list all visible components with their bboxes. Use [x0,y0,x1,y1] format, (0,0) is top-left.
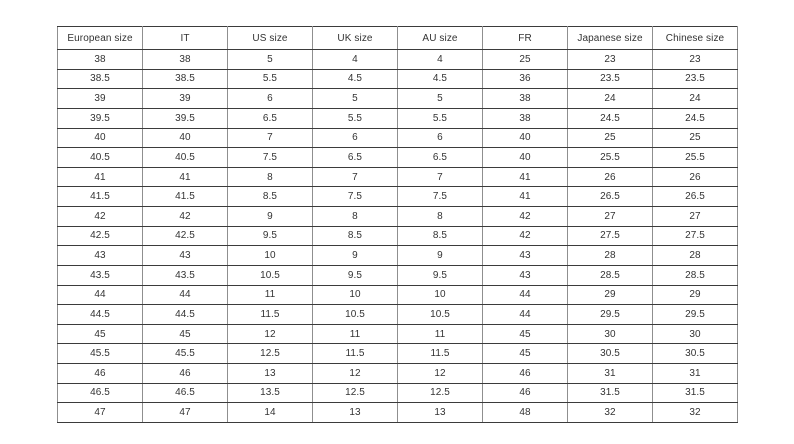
table-cell: 7 [228,128,313,148]
table-cell: 25.5 [653,148,738,168]
table-cell: 40 [143,128,228,148]
table-cell: 46 [143,364,228,384]
table-cell: 45 [483,344,568,364]
table-cell: 24.5 [568,108,653,128]
table-cell: 7.5 [228,148,313,168]
table-cell: 28.5 [653,265,738,285]
header-row [58,27,738,50]
table-cell: 24.5 [653,108,738,128]
table-row [58,128,738,148]
table-row [58,265,738,285]
table-cell: 10 [228,246,313,266]
table-row [58,383,738,403]
table-cell: 8 [313,207,398,227]
table-cell: 26.5 [568,187,653,207]
table-cell: 42.5 [143,226,228,246]
table-cell: 46 [58,364,143,384]
table-row [58,50,738,70]
table-cell: 43 [483,246,568,266]
table-cell: 11 [228,285,313,305]
table-row [58,167,738,187]
table-cell: 38.5 [58,69,143,89]
table-cell: 46 [483,383,568,403]
table-body [58,50,738,423]
size-conversion-table-container [57,26,738,423]
table-cell: 8.5 [313,226,398,246]
table-cell: 40 [483,148,568,168]
table-cell: 30 [568,324,653,344]
table-cell: 31 [568,364,653,384]
table-cell: 41.5 [143,187,228,207]
table-cell: 41 [58,167,143,187]
table-cell: 12.5 [398,383,483,403]
table-cell: 38.5 [143,69,228,89]
table-cell: 13 [398,403,483,423]
table-cell: 7.5 [398,187,483,207]
table-cell: 12.5 [313,383,398,403]
table-cell: 47 [58,403,143,423]
table-cell: 42 [483,207,568,227]
table-cell: 30.5 [653,344,738,364]
table-cell: 46.5 [143,383,228,403]
table-cell: 8.5 [398,226,483,246]
table-cell: 8.5 [228,187,313,207]
table-cell: 44 [143,285,228,305]
table-cell: 5 [228,50,313,70]
column-header: UK size [313,27,398,50]
table-cell: 29.5 [568,305,653,325]
table-cell: 38 [58,50,143,70]
table-cell: 25.5 [568,148,653,168]
table-cell: 42.5 [58,226,143,246]
table-cell: 26 [568,167,653,187]
table-cell: 46.5 [58,383,143,403]
table-cell: 40.5 [58,148,143,168]
column-header: Japanese size [568,27,653,50]
table-cell: 6.5 [398,148,483,168]
table-cell: 11.5 [313,344,398,364]
table-cell: 44.5 [58,305,143,325]
table-header [58,27,738,50]
table-cell: 43 [483,265,568,285]
table-cell: 23 [653,50,738,70]
table-cell: 7 [398,167,483,187]
table-cell: 41 [143,167,228,187]
table-cell: 44.5 [143,305,228,325]
table-cell: 12 [398,364,483,384]
table-cell: 45.5 [58,344,143,364]
table-cell: 41 [483,167,568,187]
table-row [58,364,738,384]
table-cell: 39.5 [58,108,143,128]
table-cell: 6 [398,128,483,148]
table-cell: 9 [398,246,483,266]
table-cell: 28.5 [568,265,653,285]
table-cell: 45 [143,324,228,344]
table-cell: 6 [228,89,313,109]
table-cell: 5 [313,89,398,109]
table-cell: 36 [483,69,568,89]
table-cell: 4.5 [398,69,483,89]
table-cell: 40.5 [143,148,228,168]
column-header: AU size [398,27,483,50]
table-cell: 31.5 [568,383,653,403]
table-row [58,285,738,305]
column-header: US size [228,27,313,50]
table-cell: 45 [58,324,143,344]
table-cell: 32 [568,403,653,423]
table-cell: 48 [483,403,568,423]
table-cell: 5 [398,89,483,109]
table-cell: 4 [313,50,398,70]
table-cell: 24 [653,89,738,109]
table-cell: 23.5 [653,69,738,89]
table-cell: 29 [653,285,738,305]
table-cell: 27 [568,207,653,227]
column-header: IT [143,27,228,50]
table-cell: 42 [143,207,228,227]
table-cell: 4 [398,50,483,70]
table-cell: 10.5 [228,265,313,285]
table-cell: 46 [483,364,568,384]
table-cell: 12 [228,324,313,344]
table-cell: 6.5 [313,148,398,168]
table-cell: 4.5 [313,69,398,89]
table-cell: 44 [483,305,568,325]
table-cell: 31.5 [653,383,738,403]
table-cell: 40 [58,128,143,148]
table-row [58,324,738,344]
table-row [58,344,738,364]
table-cell: 11 [313,324,398,344]
table-cell: 42 [483,226,568,246]
table-cell: 30.5 [568,344,653,364]
table-cell: 43 [143,246,228,266]
table-cell: 43 [58,246,143,266]
table-row [58,403,738,423]
table-cell: 10.5 [398,305,483,325]
shoe-size-conversion-table [57,26,738,423]
table-cell: 11.5 [398,344,483,364]
table-cell: 26 [653,167,738,187]
table-cell: 9.5 [313,265,398,285]
table-cell: 7 [313,167,398,187]
table-cell: 27.5 [568,226,653,246]
table-row [58,305,738,325]
table-cell: 47 [143,403,228,423]
table-cell: 41 [483,187,568,207]
table-cell: 5.5 [228,69,313,89]
table-cell: 38 [143,50,228,70]
table-cell: 12 [313,364,398,384]
table-cell: 25 [483,50,568,70]
table-cell: 43.5 [143,265,228,285]
table-cell: 38 [483,108,568,128]
table-cell: 5.5 [398,108,483,128]
table-cell: 28 [568,246,653,266]
table-row [58,246,738,266]
table-row [58,69,738,89]
table-cell: 31 [653,364,738,384]
table-cell: 13.5 [228,383,313,403]
table-row [58,187,738,207]
table-cell: 25 [653,128,738,148]
table-cell: 45 [483,324,568,344]
table-cell: 6.5 [228,108,313,128]
table-cell: 41.5 [58,187,143,207]
table-cell: 10.5 [313,305,398,325]
table-cell: 10 [398,285,483,305]
table-cell: 12.5 [228,344,313,364]
table-cell: 6 [313,128,398,148]
table-cell: 13 [228,364,313,384]
column-header: Chinese size [653,27,738,50]
table-cell: 23.5 [568,69,653,89]
table-cell: 30 [653,324,738,344]
table-cell: 40 [483,128,568,148]
table-row [58,148,738,168]
table-cell: 11 [398,324,483,344]
column-header: FR [483,27,568,50]
table-cell: 45.5 [143,344,228,364]
table-row [58,226,738,246]
column-header: European size [58,27,143,50]
table-cell: 8 [398,207,483,227]
table-cell: 7.5 [313,187,398,207]
table-cell: 43.5 [58,265,143,285]
table-cell: 29 [568,285,653,305]
table-row [58,108,738,128]
table-cell: 27.5 [653,226,738,246]
table-row [58,207,738,227]
table-cell: 13 [313,403,398,423]
table-cell: 5.5 [313,108,398,128]
table-cell: 9.5 [228,226,313,246]
table-cell: 42 [58,207,143,227]
table-cell: 44 [483,285,568,305]
table-cell: 10 [313,285,398,305]
table-cell: 8 [228,167,313,187]
table-cell: 9.5 [398,265,483,285]
table-cell: 39 [58,89,143,109]
table-cell: 24 [568,89,653,109]
table-cell: 23 [568,50,653,70]
table-cell: 27 [653,207,738,227]
table-cell: 26.5 [653,187,738,207]
table-cell: 39.5 [143,108,228,128]
table-row [58,89,738,109]
table-cell: 28 [653,246,738,266]
table-cell: 44 [58,285,143,305]
table-cell: 9 [313,246,398,266]
table-cell: 11.5 [228,305,313,325]
table-cell: 29.5 [653,305,738,325]
table-cell: 14 [228,403,313,423]
table-cell: 38 [483,89,568,109]
table-cell: 32 [653,403,738,423]
table-cell: 9 [228,207,313,227]
table-cell: 25 [568,128,653,148]
table-cell: 39 [143,89,228,109]
